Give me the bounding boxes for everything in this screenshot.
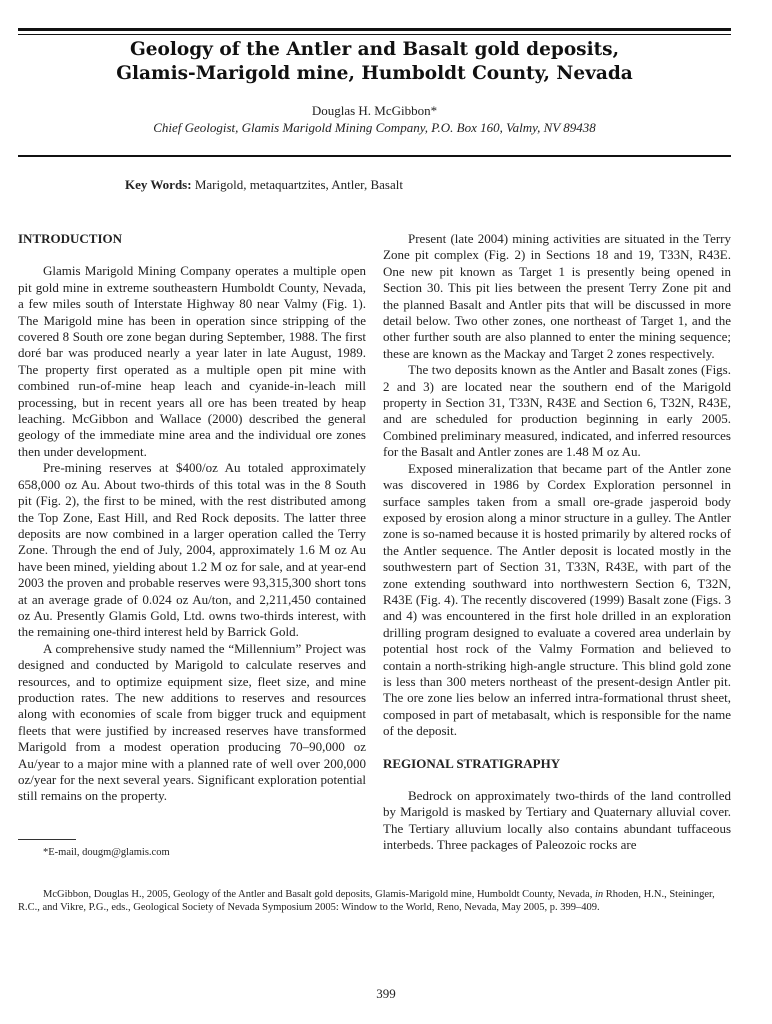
intro-paragraph-3: A comprehensive study named the “Millennium” Project was designed and conducted by Marigold to calculate reserves and resources, and to optimize equipment size, fleet size, and mine production rates. The new additions to reserves and resources along with economies of scale from bigger truck and equipment fleets that were justified by increased reserves have transformed Marigold from a modest operation producing 70–90,000 oz Au/year to a major mine with a planned rate of well over 200,000 oz/year for the next several years. Significant exploration potential still remains on the property. [18,640,366,804]
footnote-rule [18,839,76,840]
citation-in: in [594,889,604,900]
right-paragraph-1: Present (late 2004) mining activities are situated in the Terry Zone pit complex (Fig. 2) in Sections 18 and 19, T33N, R43E. One new pit known as Target 1 is presently being opened in Section 30. This pit lies between the present Terry Zone pit and the planned Basalt and Antler pits that will be discussed in more detail below. Two other zones, one northeast of Target 1, and the other further south are also planned to enter the mining sequence; these are known as the Mackay and Target 2 zones respectively. [383,231,731,361]
citation-part-1: McGibbon, Douglas H., 2005, Geology of the Antler and Basalt gold deposits, Glamis-Marigold mine, Humboldt County, Nevada, [43,889,593,900]
intro-paragraph-1: Glamis Marigold Mining Company operates a multiple open pit gold mine in extreme southeastern Humboldt County, Nevada, a few miles south of Interstate Highway 80 near Valmy (Fig. 1). The Marigold mine has been in operation since stripping of the covered 8 South ore zone began during September, 1988. The first doré bar was produced nearly a year later in late August, 1989. The property first operated as a multiple open pit mine with combined run-of-mine heap leach and cyanide-in-leach mill processing, but in recent years all ore has been treated by heap leaching. McGibbon and Wallace (2000) described the general geology of the immediate mine area and the individual ore zones then under development. [18,263,366,459]
introduction-heading: INTRODUCTION [18,231,123,246]
header-rule [18,155,731,157]
citation-part-2: Rhoden, H.N., Steininger, R.C., and Vikre, P.G., eds., Geological Society of Nevada Symposium 2005: Window to the World, Reno, Nevada, May 2005, p. 399–409. [18,889,715,913]
regional-paragraph: Bedrock on approximately two-thirds of the land controlled by Marigold is masked by Tertiary and Quaternary alluvial cover. The Tertiary alluvium locally also contains abundant tuffaceous interbeds. Three packages of Paleozoic rocks are [383,788,731,853]
paper-title [18,38,731,86]
regional-stratigraphy-heading: REGIONAL STRATIGRAPHY [383,755,561,771]
author: Douglas H. McGibbon* [311,103,438,118]
top-rule-thick [18,28,731,31]
keywords-line [125,177,403,193]
right-paragraph-3: Exposed mineralization that became part of the Antler zone was discovered in 1986 by Cordex Exploration personnel in surface samples taken from a small ore-grade jasperoid body exposed by erosion along a minor structure in a gulley. The Antler zone is so-named because it is hosted primarily by altered rocks of the Antler sequence. The Antler deposit is located mostly in the southwestern part of Section 31, T33N, R43E, with part of the zone extending southward into northwestern Section 6, T32N, R43E (Fig. 4). The recently discovered (1999) Basalt zone (Figs. 3 and 4) was encountered in the first hole drilled in an exploration drilling program designed to evaluate a covered area underlain by potential host rock of the Valmy Formation and believed to contain a north-striking high-angle structure. This blind gold zone is less than 300 meters northeast of the present-design Antler pit. The ore zone lies below an inferred intra-formational thrust sheet, composed in part of metabasalt, which is responsible for the name of the deposit. [383,460,731,739]
footnote-email: *E-mail, dougm@glamis.com [43,847,170,858]
top-rule-thin [18,34,731,35]
page-number: 399 [376,986,396,1001]
title-line-1: Geology of the Antler and Basalt gold deposits, [129,39,620,60]
intro-paragraph-2: Pre-mining reserves at $400/oz Au totaled approximately 658,000 oz Au. About two-thirds of this total was in the 8 South pit (Fig. 2), the first to be mined, with the rest distributed among the Top Zone, East Hill, and Red Rock deposits. The latter three deposits are now combined in a larger operation called the Terry Zone. Through the end of July, 2004, approximately 1.6 M oz Au have been mined, yielding about 1.2 M oz for sale, and at year-end 2003 the proven and probable reserves were 93,315,300 short tons at an average grade of 0.024 oz Au/ton, and 2,211,450 contained oz Au. Presently Glamis Gold, Ltd. owns two-thirds interest, with the remaining one-third interest held by Barrick Gold. [18,460,366,640]
affiliation: Chief Geologist, Glamis Marigold Mining Company, P.O. Box 160, Valmy, NV 89438 [153,120,596,135]
keywords-text: Marigold, metaquartzites, Antler, Basalt [194,177,403,192]
title-line-2: Glamis-Marigold mine, Humboldt County, Nevada [116,63,633,84]
keywords-label: Key Words: [125,177,192,192]
citation [18,888,731,914]
right-paragraph-2: The two deposits known as the Antler and Basalt zones (Figs. 2 and 3) are located near the southern end of the Marigold property in Section 31, T33N, R43E and Section 6, T32N, R43E, and are scheduled for production beginning in early 2005. Combined preliminary measured, indicated, and inferred resources for the Basalt and Antler zones are 1.48 M oz Au. [383,362,731,460]
right-column [383,231,731,854]
left-column [18,231,366,805]
